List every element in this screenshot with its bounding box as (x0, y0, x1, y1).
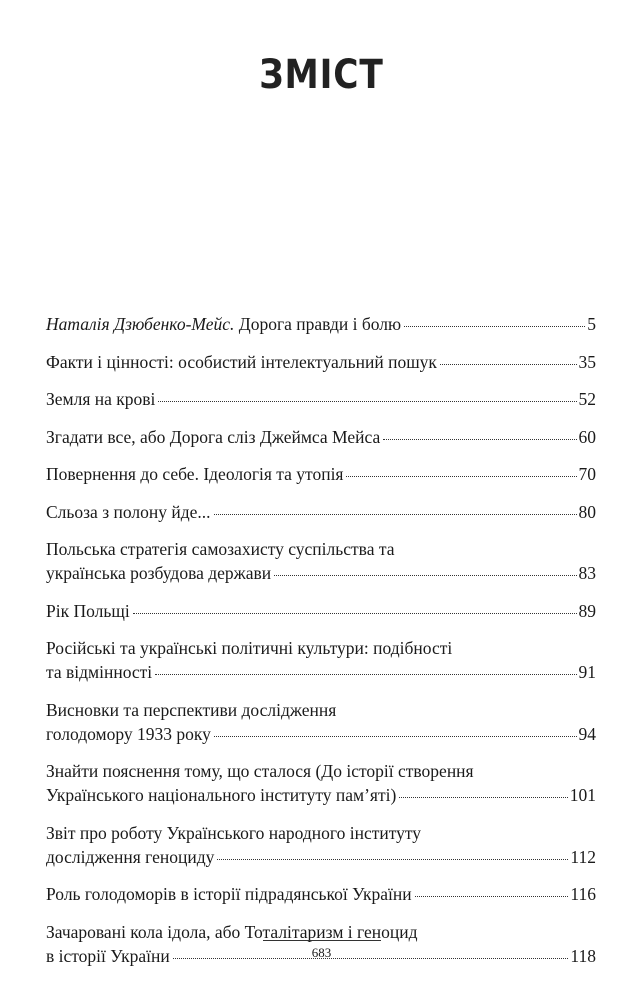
toc-entry[interactable] (46, 759, 596, 807)
entry-page: 118 (570, 945, 596, 966)
toc-entry[interactable] (46, 500, 596, 524)
entry-page: 112 (570, 846, 596, 867)
page-number: 683 (311, 945, 332, 960)
entry-title-line: Російські та українські політичні культури: подібності (46, 638, 453, 658)
entry-title: Дорога правди і болю (234, 314, 402, 334)
entry-page: 116 (570, 884, 596, 904)
entry-title-line: Польська стратегія самозахисту суспільства та (46, 539, 395, 559)
dot-leader (155, 673, 576, 675)
entry-page: 83 (578, 563, 596, 583)
entry-page: 70 (578, 464, 596, 484)
entry-title-line: Звіт про роботу Українського народного інституту (46, 822, 422, 843)
contents-heading: ЗМІСТ (259, 52, 384, 98)
toc-entry[interactable] (46, 821, 596, 869)
toc-entry[interactable] (46, 698, 596, 746)
entry-title-line: Висновки та перспективи дослідження (46, 699, 337, 720)
toc-entry[interactable] (46, 636, 596, 684)
entry-page: 101 (569, 785, 596, 805)
dot-leader (404, 325, 585, 327)
toc-entry[interactable] (46, 350, 596, 374)
entry-title-line: українська розбудова держави (46, 563, 272, 583)
entry-page: 80 (578, 501, 596, 522)
dot-leader (217, 858, 568, 860)
entry-page: 5 (587, 314, 596, 334)
dot-leader (274, 574, 576, 576)
entry-title-line: голодомору 1933 року (46, 723, 211, 744)
footer-rule (263, 940, 381, 941)
toc-entry[interactable] (46, 387, 596, 411)
toc-entry[interactable] (46, 599, 596, 623)
dot-leader (415, 895, 569, 897)
entry-title-line: Українського національного інституту пам’яті) (46, 785, 397, 805)
dot-leader (133, 612, 577, 614)
entry-title: Згадати все, або Дорога сліз Джеймса Мейса (46, 426, 381, 447)
entry-title-line: в історії України (46, 945, 170, 966)
dot-leader (158, 400, 576, 402)
entry-page: 35 (578, 351, 596, 372)
entry-title: Рік Польщі (46, 600, 130, 621)
entry-title: Повернення до себе. Ідеологія та утопія (46, 464, 344, 484)
entry-title: Факти і цінності: особистий інтелектуальний пошук (46, 351, 437, 372)
entry-page: 89 (578, 600, 596, 621)
entry-page: 52 (578, 389, 596, 409)
dot-leader (383, 438, 576, 440)
dot-leader (399, 796, 567, 798)
toc-entry[interactable] (46, 537, 596, 585)
entry-page: 60 (578, 426, 596, 447)
toc-entry[interactable] (46, 462, 596, 486)
entry-title-line: Зачаровані кола ідола, або Тоталітаризм і геноцид (46, 921, 418, 942)
entry-title: Роль голодоморів в історії підрадянської України (46, 884, 412, 904)
table-of-contents (46, 312, 596, 981)
dot-leader (214, 735, 577, 737)
entry-title: Земля на крові (46, 389, 156, 409)
entry-page: 91 (578, 662, 596, 682)
entry-author: Наталія Дзюбенко-Мейс. (46, 314, 235, 334)
entry-title-line: дослідження геноциду (46, 846, 215, 867)
toc-entry[interactable] (46, 425, 596, 449)
entry-title-line: Знайти пояснення тому, що сталося (До історії створення (46, 761, 474, 781)
entry-title: Сльоза з полону йде... (46, 501, 211, 522)
dot-leader (214, 513, 577, 515)
dot-leader (440, 363, 577, 365)
toc-entry[interactable] (46, 312, 596, 336)
dot-leader (346, 475, 576, 477)
entry-title-line: та відмінності (46, 662, 153, 682)
toc-entry[interactable] (46, 882, 596, 906)
entry-page: 94 (578, 723, 596, 744)
